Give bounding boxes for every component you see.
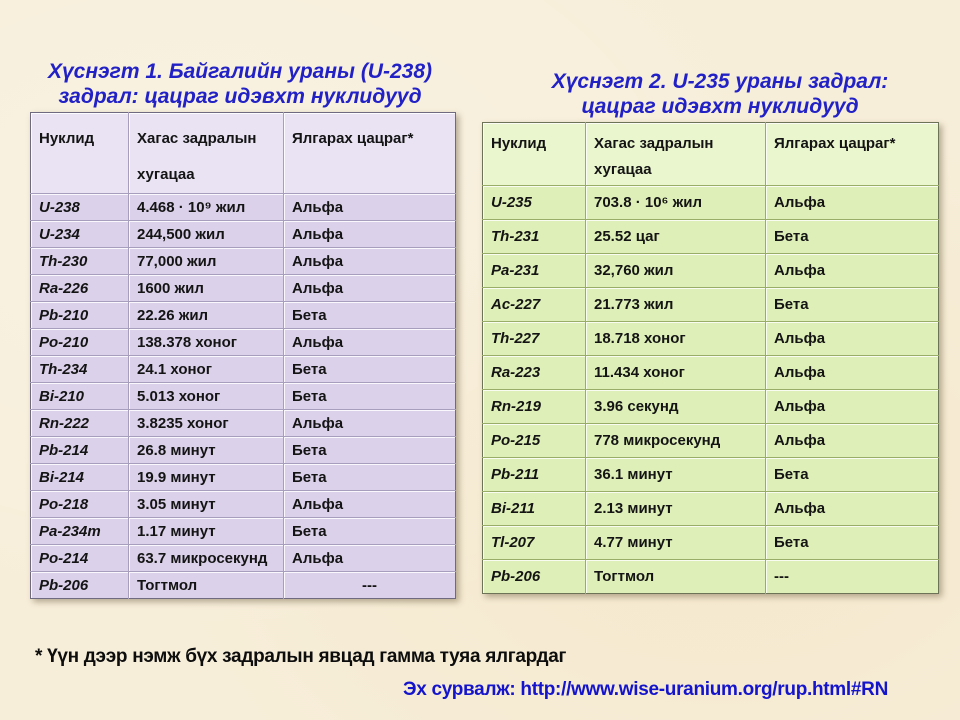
cell-half_life: 2.13 минут — [586, 492, 766, 526]
cell-nuclide: Ac-227 — [483, 288, 586, 322]
cell-half_life: 703.8 · 10⁶ жил — [586, 186, 766, 220]
cell-half_life: 4.77 минут — [586, 526, 766, 560]
table-row — [31, 221, 456, 248]
cell-nuclide: Pb-211 — [483, 458, 586, 492]
cell-radiation: Альфа — [284, 410, 456, 437]
cell-radiation: --- — [766, 560, 939, 594]
cell-nuclide: Po-218 — [31, 491, 129, 518]
table-row — [483, 526, 939, 560]
table-row — [483, 356, 939, 390]
table-row — [31, 356, 456, 383]
cell-nuclide: Pa-231 — [483, 254, 586, 288]
cell-radiation: Бета — [284, 464, 456, 491]
cell-half_life: 4.468 · 10⁹ жил — [129, 194, 284, 221]
table2-title-line2: цацраг идэвхт нуклидууд — [581, 94, 859, 118]
table-row — [31, 437, 456, 464]
table2-title-line1: Хүснэгт 2. U-235 ураны задрал: — [551, 70, 889, 93]
u238-table-header — [31, 113, 456, 194]
cell-nuclide: Bi-211 — [483, 492, 586, 526]
cell-nuclide: Pb-206 — [31, 572, 129, 599]
cell-nuclide: Tl-207 — [483, 526, 586, 560]
cell-radiation: Альфа — [766, 390, 939, 424]
cell-nuclide: Bi-210 — [31, 383, 129, 410]
cell-nuclide: Rn-219 — [483, 390, 586, 424]
table-row — [31, 275, 456, 302]
cell-nuclide: Ra-223 — [483, 356, 586, 390]
cell-half_life: 3.8235 хоног — [129, 410, 284, 437]
table-row — [483, 220, 939, 254]
cell-nuclide: Pa-234m — [31, 518, 129, 545]
table-row — [31, 194, 456, 221]
cell-half_life: 18.718 хоног — [586, 322, 766, 356]
table-row — [483, 458, 939, 492]
table-row — [483, 424, 939, 458]
table-row — [483, 288, 939, 322]
table-row — [31, 410, 456, 437]
cell-radiation: Альфа — [766, 492, 939, 526]
column-header-half-life: Хагас задралын хугацаа — [129, 113, 284, 194]
cell-radiation: Бета — [766, 220, 939, 254]
table-row — [31, 572, 456, 599]
cell-nuclide: Bi-214 — [31, 464, 129, 491]
cell-half_life: 32,760 жил — [586, 254, 766, 288]
u235-table-header — [483, 123, 939, 186]
cell-half_life: 244,500 жил — [129, 221, 284, 248]
cell-radiation: Бета — [766, 288, 939, 322]
cell-radiation: Бета — [284, 383, 456, 410]
table-row — [483, 492, 939, 526]
cell-half_life: 1.17 минут — [129, 518, 284, 545]
cell-radiation: Бета — [284, 437, 456, 464]
cell-half_life: 77,000 жил — [129, 248, 284, 275]
table1-title — [25, 60, 455, 110]
cell-nuclide: Ra-226 — [31, 275, 129, 302]
table2-title — [495, 70, 945, 120]
cell-nuclide: U-238 — [31, 194, 129, 221]
table1-title-line2: задрал: цацраг идэвхт нуклидууд — [58, 84, 422, 108]
cell-nuclide: Po-215 — [483, 424, 586, 458]
cell-nuclide: Th-234 — [31, 356, 129, 383]
table-row — [483, 322, 939, 356]
table-row — [31, 329, 456, 356]
cell-radiation: Бета — [284, 518, 456, 545]
cell-nuclide: U-234 — [31, 221, 129, 248]
table1-title-line1: Хүснэгт 1. Байгалийн ураны (U-238) — [48, 60, 432, 83]
cell-half_life: 3.05 минут — [129, 491, 284, 518]
cell-half_life: 778 микросекунд — [586, 424, 766, 458]
table-row — [31, 464, 456, 491]
table-row — [483, 254, 939, 288]
cell-nuclide: Pb-214 — [31, 437, 129, 464]
cell-radiation: Бета — [766, 526, 939, 560]
table-row — [483, 390, 939, 424]
column-header-radiation: Ялгарах цацраг* — [284, 113, 456, 194]
cell-radiation: Бета — [284, 302, 456, 329]
column-header-nuclide: Нуклид — [31, 113, 129, 194]
cell-radiation: Бета — [284, 356, 456, 383]
cell-nuclide: Th-231 — [483, 220, 586, 254]
table-row — [31, 491, 456, 518]
cell-radiation: --- — [284, 572, 456, 599]
column-header-half-life: Хагас задралын хугацаа — [586, 123, 766, 186]
cell-radiation: Альфа — [766, 186, 939, 220]
table-row — [31, 383, 456, 410]
u235-decay-table — [482, 122, 939, 594]
cell-nuclide: Pb-210 — [31, 302, 129, 329]
cell-half_life: Тогтмол — [129, 572, 284, 599]
cell-half_life: 26.8 минут — [129, 437, 284, 464]
cell-nuclide: Po-214 — [31, 545, 129, 572]
cell-half_life: 3.96 секунд — [586, 390, 766, 424]
cell-half_life: 25.52 цаг — [586, 220, 766, 254]
cell-half_life: 138.378 хоног — [129, 329, 284, 356]
u238-table-body — [31, 194, 456, 599]
column-header-radiation: Ялгарах цацраг* — [766, 123, 939, 186]
cell-half_life: 19.9 минут — [129, 464, 284, 491]
cell-half_life: 1600 жил — [129, 275, 284, 302]
table-row — [31, 302, 456, 329]
u235-table-body — [483, 186, 939, 594]
cell-radiation: Альфа — [284, 545, 456, 572]
cell-nuclide: Po-210 — [31, 329, 129, 356]
cell-radiation: Альфа — [284, 275, 456, 302]
gamma-footnote: * Үүн дээр нэмж бүх задралын явцад гамма туяа ялгардаг — [35, 646, 567, 667]
cell-radiation: Альфа — [284, 329, 456, 356]
cell-radiation: Бета — [766, 458, 939, 492]
cell-nuclide: Th-230 — [31, 248, 129, 275]
cell-radiation: Альфа — [766, 254, 939, 288]
cell-nuclide: Th-227 — [483, 322, 586, 356]
cell-half_life: 21.773 жил — [586, 288, 766, 322]
cell-radiation: Альфа — [766, 424, 939, 458]
cell-radiation: Альфа — [284, 491, 456, 518]
source-link: Эх сурвалж: http://www.wise-uranium.org/rup.html#RN — [403, 679, 888, 700]
cell-half_life: 36.1 минут — [586, 458, 766, 492]
column-header-nuclide: Нуклид — [483, 123, 586, 186]
cell-radiation: Альфа — [284, 248, 456, 275]
cell-half_life: 22.26 жил — [129, 302, 284, 329]
cell-nuclide: Rn-222 — [31, 410, 129, 437]
cell-radiation: Альфа — [284, 194, 456, 221]
table-row — [483, 186, 939, 220]
cell-half_life: Тогтмол — [586, 560, 766, 594]
cell-nuclide: Pb-206 — [483, 560, 586, 594]
table-row — [31, 248, 456, 275]
cell-nuclide: U-235 — [483, 186, 586, 220]
cell-half_life: 24.1 хоног — [129, 356, 284, 383]
cell-radiation: Альфа — [766, 322, 939, 356]
cell-half_life: 5.013 хоног — [129, 383, 284, 410]
cell-radiation: Альфа — [766, 356, 939, 390]
cell-half_life: 11.434 хоног — [586, 356, 766, 390]
table-row — [31, 545, 456, 572]
u238-decay-table — [30, 112, 456, 599]
table-row — [31, 518, 456, 545]
cell-radiation: Альфа — [284, 221, 456, 248]
cell-half_life: 63.7 микросекунд — [129, 545, 284, 572]
table-row — [483, 560, 939, 594]
